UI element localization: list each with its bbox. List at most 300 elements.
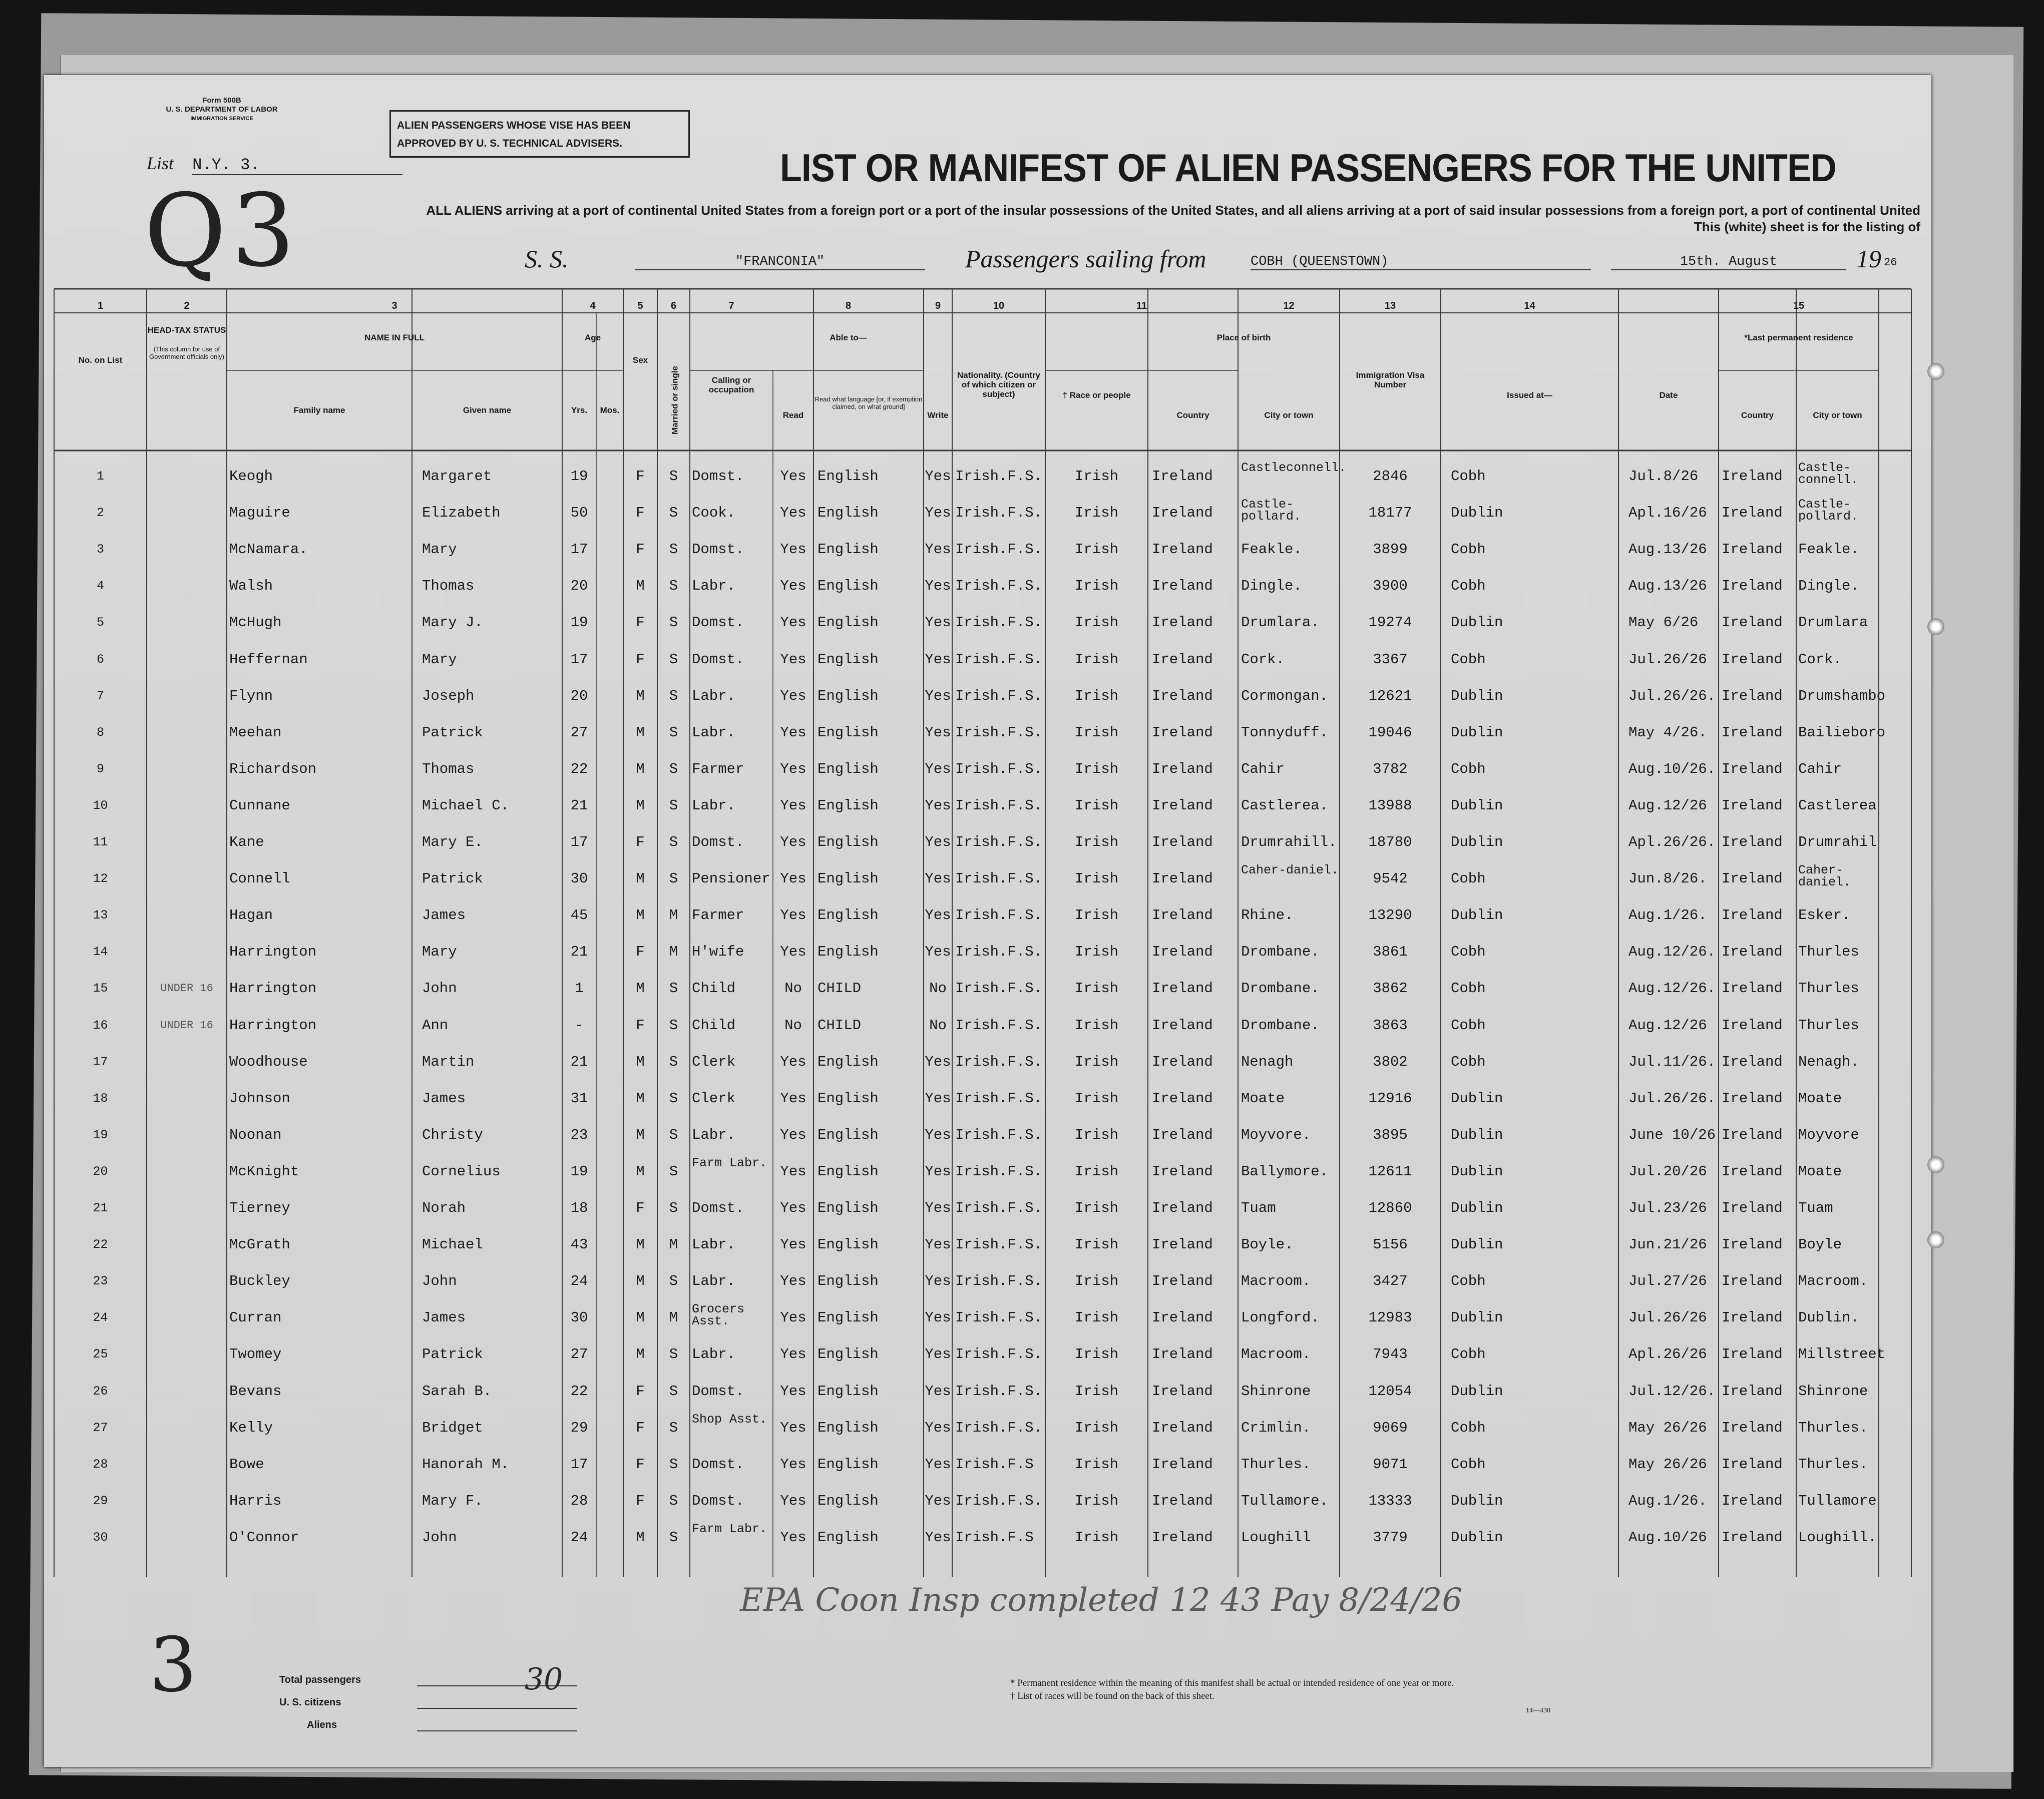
cell-write: Yes [925,797,951,814]
cell-calling: Domst. [692,1492,744,1509]
cell-lang: English [817,1090,879,1107]
cell-nat: Irish.F.S. [955,834,1043,850]
cell-issued: Cobh [1451,1346,1486,1363]
cell-lang: English [817,1126,879,1143]
cell-visa: 19274 [1368,614,1412,631]
manifest-title: LIST OR MANIFEST OF ALIEN PASSENGERS FOR THE UNITED [780,146,1836,190]
cell-write: Yes [925,870,951,887]
cell-race: Irish [1074,687,1118,704]
cell-sex: M [636,907,645,924]
header-no: No. on List [78,355,123,365]
cell-calling: Labr. [692,724,736,741]
cell-visa: 12983 [1368,1309,1412,1326]
cell-lang: English [817,1529,879,1546]
cell-issued: Cobh [1451,980,1486,997]
cell-date: Aug.12/26 [1628,1017,1707,1034]
cell-read: Yes [780,1053,806,1070]
cell-rcountry: Ireland [1722,797,1783,814]
cell-visa: 12860 [1368,1200,1412,1216]
cell-country: Ireland [1152,1053,1213,1070]
cell-nat: Irish.F.S. [955,505,1043,522]
cell-sex: F [636,1492,645,1509]
cell-date: Aug.10/26. [1628,760,1716,777]
header-read-lang: Read what language [or, if exemption claimed, on what ground] [814,395,923,410]
cell-age: 24 [570,1529,588,1546]
cell-family: Walsh [229,578,273,595]
cell-rcity: Macroom. [1798,1273,1868,1290]
cell-race: Irish [1074,1456,1118,1473]
cell-age: 19 [570,614,588,631]
cell-given: John [422,980,457,997]
manifest-sheet [44,75,1931,1767]
cell-read: Yes [780,505,806,522]
cell-rcountry: Ireland [1722,834,1783,850]
cell-city: Castleconnell. [1241,461,1347,475]
cell-given: Thomas [422,760,475,777]
cell-read: Yes [780,687,806,704]
cell-write: Yes [925,907,951,924]
cell-calling: Domst. [692,834,744,850]
cell-age: 50 [570,505,588,522]
header-headtax-note: (This column for use of Government officials only) [149,345,225,360]
cell-headtax: UNDER 16 [160,1019,213,1032]
cell-visa: 12611 [1368,1163,1412,1180]
cell-country: Ireland [1152,1090,1213,1107]
cell-rcountry: Ireland [1722,724,1783,741]
cell-date: Jul.26/26. [1628,687,1716,704]
cell-nat: Irish.F.S [955,1456,1034,1473]
cell-rcountry: Ireland [1722,1126,1783,1143]
cell-ms: S [669,724,678,741]
cell-visa: 3900 [1373,578,1408,595]
cell-given: Bridget [422,1419,483,1436]
list-value: N.Y. 3. [192,156,402,175]
cell-race: Irish [1074,1346,1118,1363]
cell-no: 9 [96,761,104,776]
cell-given: John [422,1273,457,1290]
cell-no: 23 [93,1274,108,1289]
cell-ms: S [669,1163,678,1180]
cell-nat: Irish.F.S. [955,760,1043,777]
cell-no: 4 [96,579,104,594]
cell-city: Loughill [1241,1529,1311,1546]
cell-country: Ireland [1152,1309,1213,1326]
cell-read: Yes [780,1383,806,1400]
cell-nat: Irish.F.S. [955,1383,1043,1400]
cell-race: Irish [1074,834,1118,850]
header-birth: Place of birth [1216,333,1271,342]
cell-calling: Domst. [692,1456,744,1473]
cell-calling: Grocers Asst. [692,1302,745,1329]
cell-rcity: Dublin. [1798,1309,1859,1326]
cell-issued: Dublin [1451,834,1503,850]
cell-city: Drombane. [1241,980,1320,997]
cell-country: Ireland [1152,468,1213,485]
cell-city: Cahir [1241,760,1285,777]
cell-no: 15 [93,981,108,996]
cell-lang: English [817,578,879,595]
cell-no: 12 [93,871,108,886]
cell-calling: Farm Labr. [692,1155,767,1170]
cell-race: Irish [1074,505,1118,522]
cell-date: Apl.26/26 [1628,1346,1707,1363]
cell-rcity: Cork. [1798,651,1842,668]
cell-sex: F [636,1419,645,1436]
cell-write: Yes [925,1419,951,1436]
cell-nat: Irish.F.S. [955,1090,1043,1107]
cell-lang: English [817,1309,879,1326]
column-number: 2 [184,300,190,311]
cell-visa: 13333 [1368,1492,1412,1509]
cell-read: Yes [780,944,806,961]
cell-given: Patrick [422,870,483,887]
cell-visa: 3427 [1373,1273,1408,1290]
cell-nat: Irish.F.S. [955,907,1043,924]
cell-no: 20 [93,1164,108,1179]
cell-issued: Dublin [1451,1200,1503,1216]
cell-no: 5 [96,615,104,630]
cell-lang: English [817,614,879,631]
cell-write: Yes [925,944,951,961]
cell-lang: English [817,1236,879,1253]
cell-calling: Labr. [692,797,736,814]
cell-lang: English [817,944,879,961]
cell-issued: Dublin [1451,505,1503,522]
cell-family: Noonan [229,1126,282,1143]
total-scrawl: 30 [525,1662,563,1697]
cell-ms: M [669,1236,678,1253]
cell-write: Yes [925,578,951,595]
cell-no: 6 [96,652,104,667]
sailing-date: 15th. August [1611,254,1846,270]
header-mos: Mos. [600,405,620,415]
form-code: 14—430 [1526,1707,1550,1714]
cell-race: Irish [1074,1383,1118,1400]
cell-rcity: Moyvore [1798,1126,1859,1143]
cell-country: Ireland [1152,1456,1213,1473]
cell-issued: Cobh [1451,651,1486,668]
cell-city: Tonnyduff. [1241,724,1329,741]
cell-country: Ireland [1152,724,1213,741]
cell-visa: 18177 [1368,505,1412,522]
cell-nat: Irish.F.S. [955,870,1043,887]
cell-issued: Dublin [1451,1163,1503,1180]
cell-country: Ireland [1152,1383,1213,1400]
cell-no: 8 [96,725,104,740]
cell-rcity: Thurles [1798,944,1859,961]
cell-family: Richardson [229,760,317,777]
cell-ms: S [669,614,678,631]
cell-rcity: Bailieboro [1798,724,1886,741]
cell-city: Moate [1241,1090,1285,1107]
form-department: U. S. DEPARTMENT OF LABOR [166,105,278,114]
cell-race: Irish [1074,1236,1118,1253]
cell-lang: English [817,1456,879,1473]
cell-rcity: Shinrone [1798,1383,1868,1400]
ss-label: S. S. [525,245,569,273]
cell-age: 19 [570,468,588,485]
cell-date: Aug.13/26 [1628,578,1707,595]
header-age: Age [584,333,601,342]
cell-given: Patrick [422,724,483,741]
cell-calling: H'wife [692,944,744,961]
cell-read: Yes [780,834,806,850]
cell-no: 2 [96,506,104,521]
cell-sex: F [636,944,645,961]
cell-visa: 3367 [1373,651,1408,668]
cell-nat: Irish.F.S. [955,797,1043,814]
cell-family: Twomey [229,1346,282,1363]
cell-read: Yes [780,468,806,485]
cell-nat: Irish.F.S. [955,614,1043,631]
cell-write: Yes [925,1456,951,1473]
cell-age: 17 [570,541,588,558]
cell-rcountry: Ireland [1722,1053,1783,1070]
cell-rcity: Drumlara [1798,614,1868,631]
header-city: City or town [1264,410,1314,420]
cell-nat: Irish.F.S. [955,1236,1043,1253]
cell-issued: Dublin [1451,1126,1503,1143]
handwritten-list-mark: Q3 [144,173,300,289]
cell-issued: Dublin [1451,614,1503,631]
cell-country: Ireland [1152,944,1213,961]
cell-date: Aug.12/26 [1628,797,1707,814]
cell-nat: Irish.F.S. [955,1017,1043,1034]
cell-given: James [422,1090,466,1107]
cell-lang: English [817,541,879,558]
cell-family: Bevans [229,1383,282,1400]
cell-read: Yes [780,870,806,887]
cell-rcountry: Ireland [1722,1309,1783,1326]
cell-calling: Domst. [692,614,744,631]
cell-ms: S [669,1456,678,1473]
cell-age: 17 [570,651,588,668]
cell-rcity: Loughill. [1798,1529,1877,1546]
cell-family: Cunnane [229,797,290,814]
cell-given: Cornelius [422,1163,501,1180]
cell-age: 24 [570,1273,588,1290]
cell-city: Castlerea. [1241,797,1329,814]
cell-given: Michael C. [422,797,510,814]
cell-age: 21 [570,944,588,961]
cell-date: May 26/26 [1628,1419,1707,1436]
cell-issued: Cobh [1451,1456,1486,1473]
cell-read: Yes [780,1163,806,1180]
cell-sex: F [636,468,645,485]
cell-sex: M [636,724,645,741]
cell-lang: English [817,1273,879,1290]
cell-sex: F [636,1456,645,1473]
cell-ms: S [669,651,678,668]
cell-given: Mary J. [422,614,483,631]
cell-write: Yes [925,1346,951,1363]
cell-date: Aug.13/26 [1628,541,1707,558]
cell-no: 30 [93,1530,108,1545]
cell-calling: Domst. [692,541,744,558]
cell-issued: Dublin [1451,687,1503,704]
cell-visa: 9069 [1373,1419,1408,1436]
cell-visa: 3899 [1373,541,1408,558]
total-passengers-label: Total passengers [279,1674,361,1685]
cell-given: Mary [422,651,457,668]
cell-date: Aug.12/26. [1628,944,1716,961]
cell-ms: S [669,1053,678,1070]
header-name: NAME IN FULL [364,333,425,342]
cell-country: Ireland [1152,1126,1213,1143]
column-number: 13 [1384,300,1396,311]
cell-date: Jul.23/26 [1628,1200,1707,1216]
cell-no: 27 [93,1420,108,1435]
cell-country: Ireland [1152,870,1213,887]
cell-race: Irish [1074,944,1118,961]
cell-race: Irish [1074,1126,1118,1143]
cell-nat: Irish.F.S. [955,651,1043,668]
cell-age: 29 [570,1419,588,1436]
cell-sex: F [636,1017,645,1034]
cell-nat: Irish.F.S. [955,1492,1043,1509]
cell-lang: English [817,468,879,485]
cell-age: 21 [570,1053,588,1070]
instructions-line-1: ALL ALIENS arriving at a port of continental United States from a foreign port or a port of the insular possessions of the United States, and all aliens arriving at a port of said insular possessions from a foreign port, a port of continental United [426,203,1920,218]
cell-read: Yes [780,1419,806,1436]
cell-read: Yes [780,1090,806,1107]
cell-issued: Cobh [1451,1273,1486,1290]
cell-rcountry: Ireland [1722,1492,1783,1509]
punch-hole [1927,363,1944,380]
cell-lang: English [817,1346,879,1363]
cell-rcity: Tullamore [1798,1492,1877,1509]
cell-ms: S [669,1419,678,1436]
cell-family: Johnson [229,1090,290,1107]
header-read: Read [782,410,804,420]
cell-age: 17 [570,834,588,850]
cell-sex: M [636,760,645,777]
cell-nat: Irish.F.S. [955,687,1043,704]
cell-country: Ireland [1152,1419,1213,1436]
cell-sex: M [636,687,645,704]
cell-age: 22 [570,760,588,777]
cell-visa: 3802 [1373,1053,1408,1070]
cell-country: Ireland [1152,1273,1213,1290]
cell-rcity: Moate [1798,1090,1842,1107]
cell-age: 1 [575,980,584,997]
cell-ms: S [669,687,678,704]
cell-city: Cormongan. [1241,687,1329,704]
cell-family: Tierney [229,1200,290,1216]
cell-read: Yes [780,1346,806,1363]
instructions-line-2: This (white) sheet is for the listing of [1694,219,1920,234]
cell-city: Nenagh [1241,1053,1294,1070]
cell-sex: M [636,578,645,595]
cell-ms: S [669,1529,678,1546]
cell-race: Irish [1074,468,1118,485]
cell-ms: S [669,1273,678,1290]
cell-race: Irish [1074,1053,1118,1070]
cell-rcountry: Ireland [1722,1200,1783,1216]
cell-visa: 13290 [1368,907,1412,924]
cell-issued: Cobh [1451,1419,1486,1436]
cell-write: Yes [925,1492,951,1509]
cell-ms: S [669,541,678,558]
cell-visa: 12621 [1368,687,1412,704]
cell-no: 11 [93,835,108,849]
cell-race: Irish [1074,541,1118,558]
cell-no: 7 [96,688,104,703]
cell-rcountry: Ireland [1722,1090,1783,1107]
cell-issued: Dublin [1451,907,1503,924]
cell-given: John [422,1529,457,1546]
punch-hole [1927,618,1944,635]
cell-no: 13 [93,908,108,923]
cell-rcountry: Ireland [1722,541,1783,558]
cell-write: Yes [925,834,951,850]
cell-city: Castle-pollard. [1241,497,1302,524]
cell-write: Yes [925,651,951,668]
cell-rcity: Thurles. [1798,1419,1868,1436]
cell-date: May 26/26 [1628,1456,1707,1473]
cell-nat: Irish.F.S. [955,1163,1043,1180]
footnote-races: † List of races will be found on the back of this sheet. [1010,1691,1214,1701]
cell-issued: Dublin [1451,724,1503,741]
cell-issued: Cobh [1451,578,1486,595]
cell-lang: English [817,687,879,704]
cell-lang: English [817,1163,879,1180]
header-visa: Immigration Visa Number [1356,370,1425,389]
cell-sex: F [636,505,645,522]
cell-no: 19 [93,1127,108,1142]
cell-rcountry: Ireland [1722,1236,1783,1253]
cell-rcountry: Ireland [1722,1273,1783,1290]
cell-age: 43 [570,1236,588,1253]
cell-rcountry: Ireland [1722,468,1783,485]
cell-write: Yes [925,505,951,522]
cell-visa: 3861 [1373,944,1408,961]
cell-visa: 9071 [1373,1456,1408,1473]
cell-city: Drumrahill. [1241,834,1337,850]
cell-ms: S [669,468,678,485]
cell-lang: English [817,724,879,741]
cell-race: Irish [1074,614,1118,631]
cell-write: Yes [925,1309,951,1326]
cell-city: Drombane. [1241,944,1320,961]
cell-country: Ireland [1152,505,1213,522]
cell-given: Michael [422,1236,483,1253]
cell-write: Yes [925,1163,951,1180]
cell-ms: S [669,1090,678,1107]
cell-date: May 6/26 [1628,614,1699,631]
cell-given: Norah [422,1200,466,1216]
cell-age: 45 [570,907,588,924]
cell-family: Keogh [229,468,273,485]
cell-sex: M [636,1126,645,1143]
cell-no: 26 [93,1384,108,1399]
column-number: 12 [1283,300,1295,311]
cell-write: No [929,1017,947,1034]
cell-write: Yes [925,760,951,777]
cell-rcity: Caher-daniel. [1798,863,1851,890]
cell-date: Jul.20/26 [1628,1163,1707,1180]
punch-hole [1927,1231,1944,1248]
cell-ms: S [669,1200,678,1216]
cell-age: 21 [570,797,588,814]
cell-age: - [575,1017,584,1034]
cell-ms: S [669,578,678,595]
cell-nat: Irish.F.S. [955,468,1043,485]
cell-write: Yes [925,1529,951,1546]
cell-nat: Irish.F.S. [955,578,1043,595]
cell-family: Kelly [229,1419,273,1436]
cell-date: Jul.26/26 [1628,1309,1707,1326]
